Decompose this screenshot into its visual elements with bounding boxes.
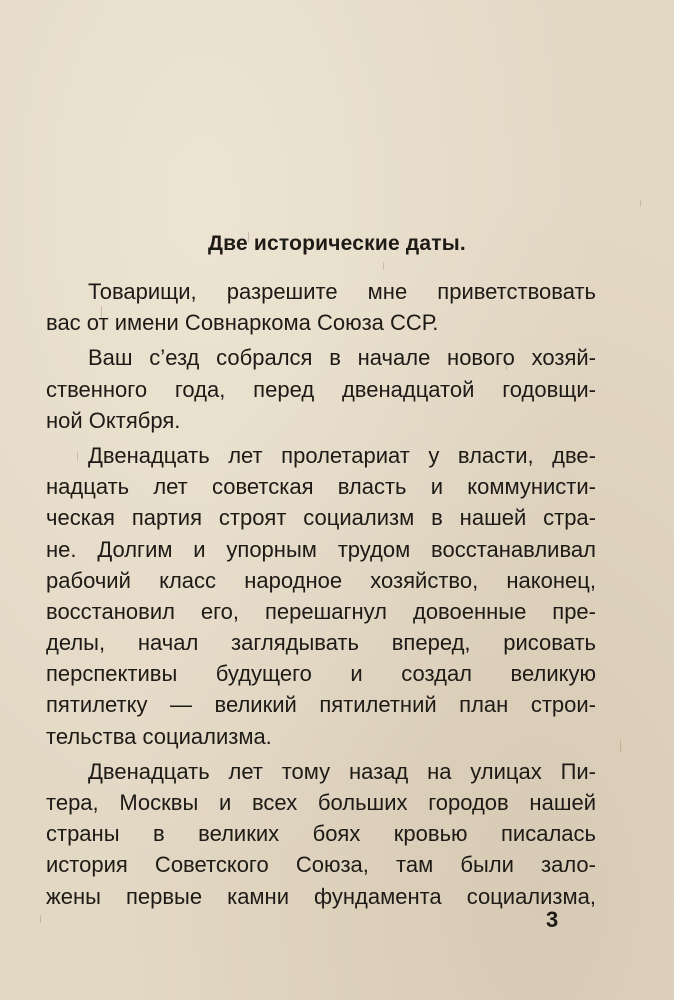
page-number: 3: [546, 907, 559, 932]
paper-fleck: [620, 740, 621, 752]
paragraph: [46, 440, 596, 752]
paper-fleck: [77, 452, 78, 461]
text-line: Двенадцать лет пролетариат у власти, две-: [88, 442, 596, 468]
text-line: Ваш с’езд собрался в начале нового хозяй-: [88, 345, 596, 371]
text-line: делы, начал заглядывать вперед, рисовать: [46, 630, 596, 656]
paper-fleck: [40, 915, 41, 923]
text-line: пятилетку — великий пятилетний план строи-: [46, 692, 596, 718]
text-line: страны в великих боях кровью писалась: [46, 821, 596, 847]
paper-fleck: [640, 200, 641, 207]
text-line: история Советского Союза, там были зало-: [46, 852, 596, 878]
body-text: [46, 276, 596, 912]
text-line: ственного года, перед двенадцатой годовщи-: [46, 376, 596, 402]
text-line: жены первые камни фундамента социализма,: [46, 883, 596, 909]
text-line: восстановил его, перешагнул довоенные пре-: [46, 598, 596, 624]
text-line: ной Октября.: [46, 407, 181, 433]
text-line: ческая партия строят социализм в нашей стра-: [46, 505, 596, 531]
text-line: Двенадцать лет тому назад на улицах Пи-: [88, 758, 596, 784]
text-line: перспективы будущего и создал великую: [46, 661, 596, 687]
text-line: вас от имени Совнаркома Союза ССР.: [46, 310, 439, 336]
chapter-title: Две исторические даты.: [208, 232, 466, 255]
text-line: тельства социализма.: [46, 723, 272, 749]
text-line: Товарищи, разрешите мне приветствовать: [88, 279, 596, 304]
text-line: надцать лет советская власть и коммунисти-: [46, 474, 596, 500]
paragraph: [46, 756, 596, 912]
paper-fleck: [383, 262, 384, 270]
text-line: не. Долгим и упорным трудом восстанавливал: [46, 536, 596, 562]
paragraph: [46, 276, 596, 338]
text-line: рабочий класс народное хозяйство, наконец,: [46, 567, 596, 593]
text-line: тера, Москвы и всех больших городов нашей: [46, 790, 596, 815]
paragraph: [46, 342, 596, 436]
